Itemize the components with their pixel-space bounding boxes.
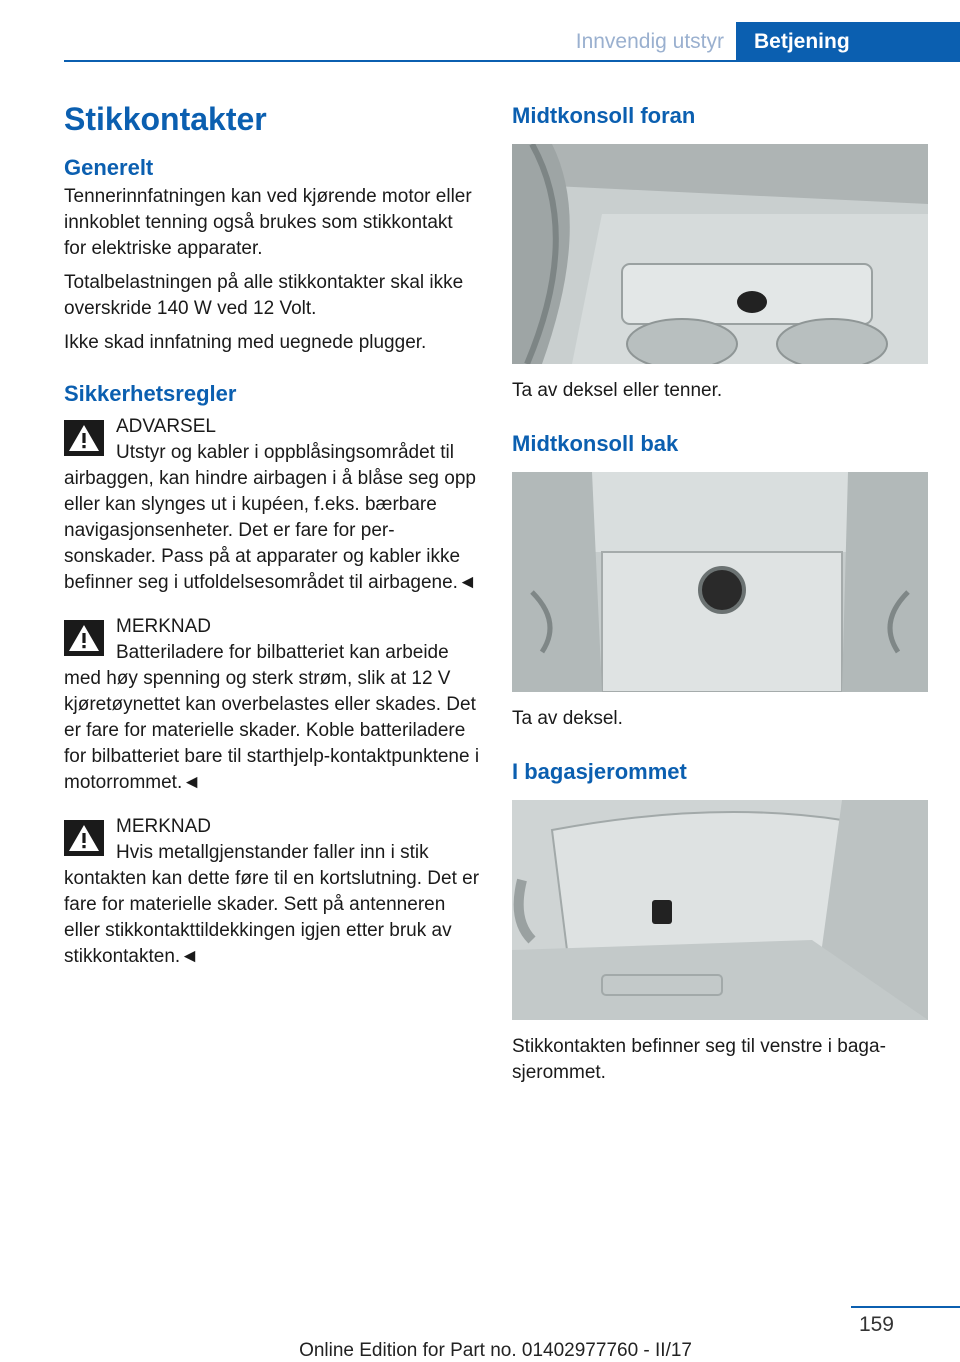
rear-console-photo: [512, 472, 928, 692]
warning-first-line: Utstyr og kabler i oppblåsingsområdet til: [116, 442, 454, 463]
warning-block: [64, 414, 480, 596]
warning-label: ADVARSEL: [116, 416, 216, 437]
general-paragraph-3: Ikke skad innfatning med uegnede plugger.: [64, 332, 427, 353]
warning-icon: [64, 620, 104, 656]
general-paragraph-2: Totalbelastningen på alle stikkontakter skal ikke overskride 140 W ved 12 Volt.: [64, 272, 464, 319]
trunk-heading: I bagasjerommet: [512, 759, 687, 784]
notice-first-line: Batteriladere for bilbatteriet kan arbeide: [116, 642, 449, 663]
general-heading: Generelt: [64, 155, 154, 180]
warning-icon: [64, 420, 104, 456]
page-title: Stikkontakter: [64, 101, 267, 137]
edition-note: Online Edition for Part no. 01402977760 - II/17: [299, 1340, 692, 1361]
notice-block-charger: [64, 614, 480, 796]
notice-label: MERKNAD: [116, 616, 212, 637]
notice-block-metal: [64, 814, 480, 970]
trunk-photo: [512, 800, 928, 1020]
general-paragraph-1: Tennerinnfatningen kan ved kjørende motor eller innkoblet tenning også brukes som stikkontakt for elektriske apparater.: [64, 186, 472, 259]
trunk-caption: Stikkontakten befinner seg til venstre i bagasjerommet.: [512, 1036, 886, 1083]
front-console-heading: Midtkonsoll foran: [512, 103, 696, 128]
notice-first-line: Hvis metallgjenstander faller inn i stik: [116, 842, 429, 863]
footer-rule: [851, 1306, 960, 1308]
notice-label: MERKNAD: [116, 816, 212, 837]
right-column: [512, 95, 928, 1086]
header-rule: [64, 60, 736, 62]
header-section-title: Innvendig utstyr: [575, 30, 724, 53]
notice-text: kontakten kan dette føre til en kortslutning. Det er fare for materielle skader. Sett på antenneren eller stikkontakttildekkingen igjen etter bruk av stikkontakten.◄: [64, 868, 480, 967]
header-chapter-tab: Betjening: [736, 22, 960, 62]
page-number: 159: [858, 1313, 894, 1336]
warning-text: airbaggen, kan hindre airbagen i å blåse seg opp eller kan slynges ut i kupéen, f.eks. bærbare navigasjonsenheter. Det er fare for personskader. Pass på at apparater og kabler ikke befinner seg i utfoldelsesområdet til airbagene.◄: [64, 468, 477, 593]
left-column: [64, 95, 480, 970]
warning-icon: [64, 820, 104, 856]
safety-heading: Sikkerhetsregler: [64, 381, 237, 406]
rear-console-caption: Ta av deksel.: [512, 708, 623, 729]
notice-text: med høy spenning og sterk strøm, slik at 12 V kjøretøynettet kan overbelastes eller skades. Det er fare for materielle skader. Koble batteriladere for bilbatteriet bare til starthjelp-kontaktpunktene i motorrommet.◄: [64, 668, 480, 793]
rear-console-heading: Midtkonsoll bak: [512, 431, 679, 456]
front-console-photo: [512, 144, 928, 364]
front-console-caption: Ta av deksel eller tenner.: [512, 380, 723, 401]
page-header: [0, 0, 960, 62]
